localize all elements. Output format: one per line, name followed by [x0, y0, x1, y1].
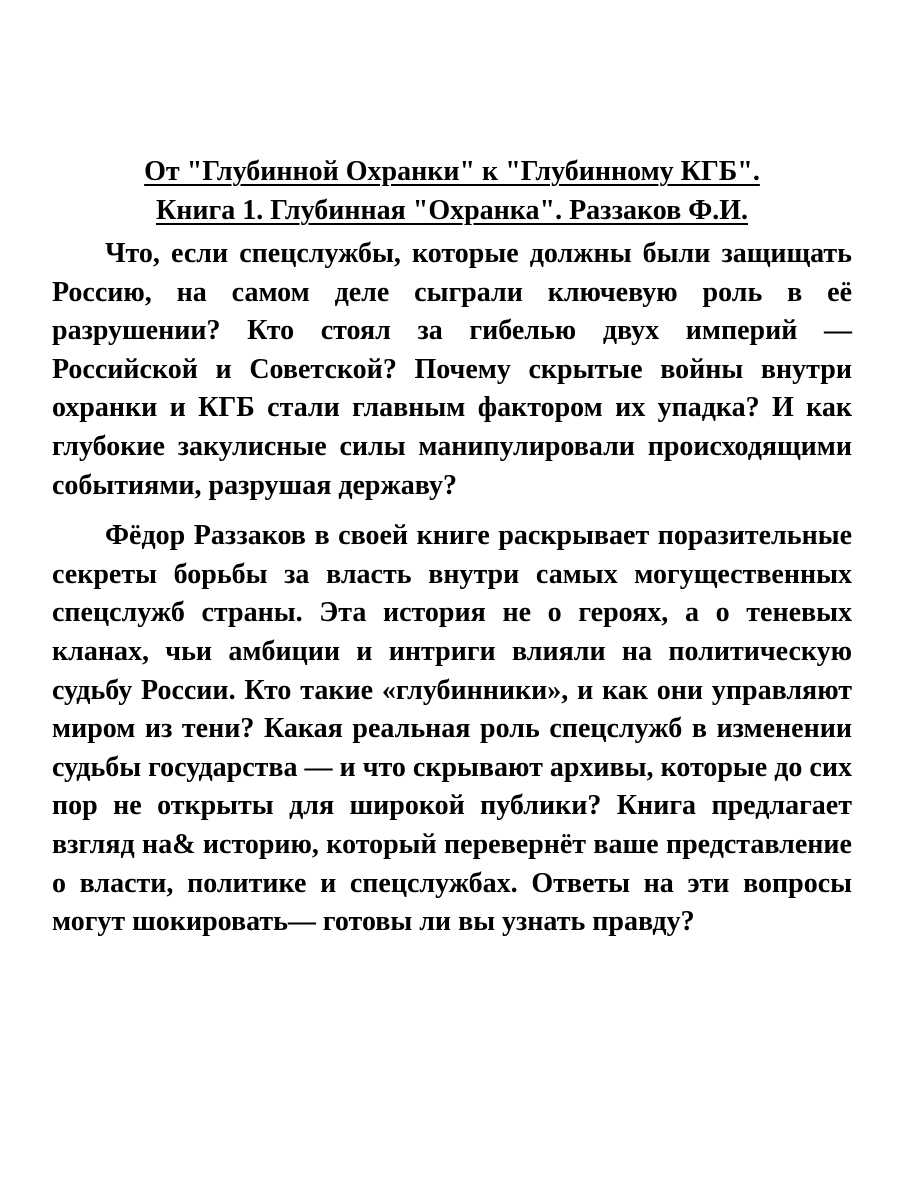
title-line-2: Книга 1. Глубинная "Охранка". Раззаков Ф.И.: [155, 195, 749, 226]
document-title: [52, 152, 852, 230]
paragraph-2: Фёдор Раззаков в своей книге раскрывает поразительные секреты борьбы за власть внутри самых могущественных спецслужб страны. Эта история не о героях, а о теневых кланах, чьи амбиции и интриги влияли на политическую судьбу России. Кто такие «глубинники», и как они управляют миром из тени? Какая реальная роль спецслужб в изменении судьбы государства — и что скрывают архивы, которые до сих пор не открыты для широкой публики? Книга предлагает взгляд на& историю, который перевернёт ваше представление о власти, политике и спецслужбах. Ответы на эти вопросы могут шокировать— готовы ли вы узнать правду?: [52, 520, 852, 938]
paragraph-1: Что, если спецслужбы, которые должны были защищать Россию, на самом деле сыграли ключевую роль в её разрушении? Кто стоял за гибелью двух империй — Российской и Советской? Почему скрытые войны внутри охранки и КГБ стали главным фактором их упадка? И как глубокие закулисные силы манипулировали происходящими событиями, разрушая державу?: [52, 238, 852, 501]
title-line-1: От "Глубинной Охранки" к "Глубинному КГБ".: [144, 156, 760, 187]
document-page: [52, 152, 852, 954]
